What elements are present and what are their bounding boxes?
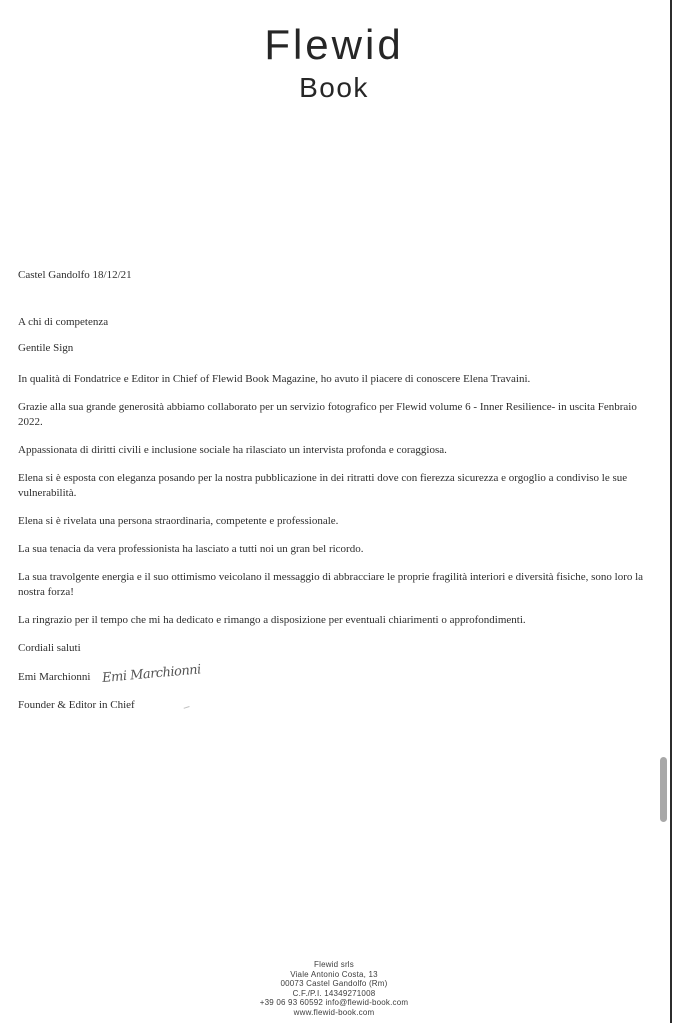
paragraph: La sua tenacia da vera professionista ha lasciato a tutti noi un gran bel ricordo. (18, 543, 364, 555)
closing-line: Cordiali saluti (18, 642, 81, 654)
paragraph: La ringrazio per il tempo che mi ha dedicato e rimango a disposizione per eventuali chiarimenti o approfondimenti. (18, 614, 526, 626)
signature-line (18, 662, 655, 686)
footer-tax-line: C.F./P.I. 14349271008 (292, 988, 376, 998)
paragraph: In qualità di Fondatrice e Editor in Chief of Flewid Book Magazine, ho avuto il piacere di conoscere Elena Travaini. (18, 373, 531, 385)
paragraph: Elena si è rivelata una persona straordinaria, competente e professionale. (18, 515, 339, 527)
logo-title: Flewid (264, 21, 404, 68)
footer-address-line1: Viale Antonio Costa, 13 (290, 969, 378, 979)
logo-subtitle: Book (299, 72, 369, 103)
paragraph: Elena si è esposta con eleganza posando per la nostra pubblicazione in dei ritratti dove con fierezza sicurezza e orgoglio a condiviso le sue vulnerabilità. (18, 472, 628, 499)
paragraph: La sua travolgente energia e il suo ottimismo veicolano il messaggio di abbracciare le proprie fragilità interiori e diversità fisiche, sono loro la nostra forza! (18, 571, 644, 598)
signer-title: Founder & Editor in Chief (18, 699, 135, 711)
letter-body (18, 268, 655, 726)
signer-name: Emi Marchionni (18, 671, 91, 683)
vertical-scrollbar-thumb[interactable] (660, 757, 667, 822)
recipient-line: A chi di competenza (18, 316, 109, 328)
paragraph: Appassionata di diritti civili e inclusione sociale ha rilasciato un intervista profonda e coraggiosa. (18, 444, 447, 456)
window-right-border (670, 0, 672, 1023)
footer-company: Flewid srls (314, 960, 354, 969)
letterhead-logo (0, 22, 668, 104)
footer-address-line2: 00073 Castel Gandolfo (Rm) (280, 979, 388, 989)
salutation-line: Gentile Sign (18, 342, 74, 354)
paragraph: Grazie alla sua grande generosità abbiamo collaborato per un servizio fotografico per Flewid volume 6 - Inner Resilience- in uscita Fenbraio 2022. (18, 401, 637, 428)
signature-handwriting: Emi Marchionni (101, 662, 202, 686)
dateline: Castel Gandolfo 18/12/21 (18, 269, 132, 281)
footer-contact-line: +39 06 93 60592 info@flewid-book.com (259, 998, 409, 1008)
footer-website: www.flewid-book.com (293, 1007, 375, 1017)
footer-block (0, 960, 668, 1018)
